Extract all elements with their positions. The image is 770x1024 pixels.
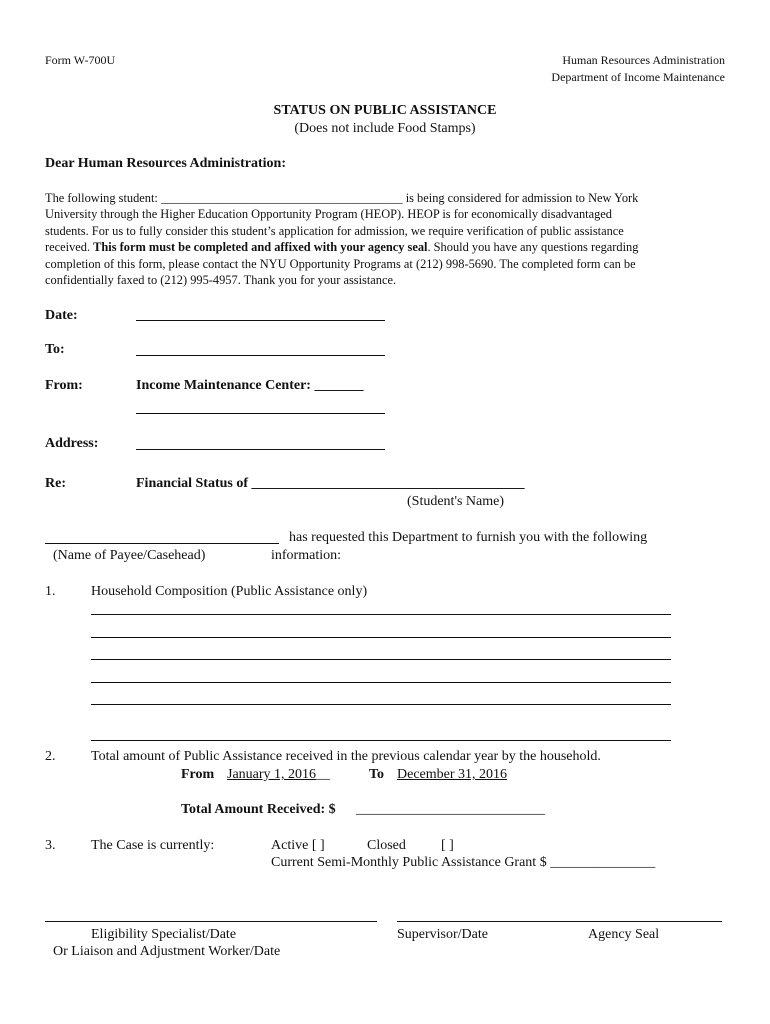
intro-text: received. xyxy=(45,240,94,255)
household-line[interactable] xyxy=(91,637,671,638)
liaison-worker-caption: Or Liaison and Adjustment Worker/Date xyxy=(53,944,281,959)
page-subtitle: (Does not include Food Stamps) xyxy=(294,121,476,136)
financial-status-field[interactable]: Financial Status of _______________________________________ xyxy=(136,476,525,491)
closed-label: Closed xyxy=(367,838,406,853)
page-title: STATUS ON PUBLIC ASSISTANCE xyxy=(273,103,497,118)
item-number: 2. xyxy=(45,749,56,764)
from-label: From: xyxy=(45,378,83,393)
supervisor-signature-line[interactable] xyxy=(397,921,722,922)
household-line[interactable] xyxy=(91,740,671,741)
household-line[interactable] xyxy=(91,704,671,705)
seal-requirement: This form must be completed and affixed with your agency seal xyxy=(93,240,428,255)
payee-information-text: information: xyxy=(271,548,341,563)
to-field[interactable] xyxy=(136,355,385,356)
item-number: 1. xyxy=(45,584,56,599)
from-date-trailing: __ xyxy=(316,767,331,782)
address-label: Address: xyxy=(45,436,99,451)
form-id: Form W-700U xyxy=(45,53,116,67)
agency-seal-caption: Agency Seal xyxy=(588,927,660,942)
intro-text: . Should you have any questions regarding xyxy=(427,240,639,255)
date-label: Date: xyxy=(45,308,78,323)
intro-line: students. For us to fully consider this student’s application for admission, we require verification of public assistance xyxy=(45,223,624,238)
semi-monthly-grant-field[interactable]: Current Semi-Monthly Public Assistance Grant $ _______________ xyxy=(271,855,656,870)
salutation: Dear Human Resources Administration: xyxy=(45,156,286,171)
household-line[interactable] xyxy=(91,682,671,683)
eligibility-specialist-caption: Eligibility Specialist/Date xyxy=(91,927,237,942)
intro-line: completion of this form, please contact the NYU Opportunity Programs at (212) 998-5690. The completed form can be xyxy=(45,256,636,271)
case-status-label: The Case is currently: xyxy=(91,838,215,853)
supervisor-caption: Supervisor/Date xyxy=(397,927,488,942)
payee-field[interactable] xyxy=(45,543,279,544)
agency-department: Department of Income Maintenance xyxy=(551,70,725,84)
total-assistance-label: Total amount of Public Assistance received in the previous calendar year by the household. xyxy=(91,749,601,764)
from-date-value: January 1, 2016 xyxy=(227,767,317,782)
household-line[interactable] xyxy=(91,614,671,615)
closed-checkbox[interactable]: [ ] xyxy=(441,838,454,853)
intro-line: confidentially faxed to (212) 995-4957. Thank you for your assistance. xyxy=(45,273,397,288)
from-date-field[interactable] xyxy=(227,767,330,783)
to-date-value[interactable]: December 31, 2016 xyxy=(397,767,508,782)
address-field[interactable] xyxy=(136,449,385,450)
household-composition-label: Household Composition (Public Assistance only) xyxy=(91,584,368,599)
date-field[interactable] xyxy=(136,320,385,321)
payee-caption: (Name of Payee/Casehead) xyxy=(53,548,206,563)
to-date-label: To xyxy=(369,767,385,782)
re-label: Re: xyxy=(45,476,66,491)
payee-request-text: has requested this Department to furnish you with the following xyxy=(289,530,648,545)
intro-paragraph xyxy=(45,190,730,288)
household-line[interactable] xyxy=(91,659,671,660)
student-name-caption: (Student's Name) xyxy=(407,494,505,509)
intro-line: The following student: _______________________________________ is being considered for admission to New York xyxy=(45,191,639,205)
from-date-label: From xyxy=(181,767,215,782)
intro-line: University through the Higher Education Opportunity Program (HEOP). HEOP is for economically disadvantaged xyxy=(45,207,612,222)
to-label: To: xyxy=(45,342,65,357)
total-amount-label: Total Amount Received: $ xyxy=(181,802,336,817)
agency-name: Human Resources Administration xyxy=(562,53,725,67)
from-field[interactable] xyxy=(136,413,385,414)
eligibility-signature-line[interactable] xyxy=(45,921,377,922)
item-number: 3. xyxy=(45,838,56,853)
active-checkbox[interactable]: Active [ ] xyxy=(271,838,325,853)
total-amount-field[interactable]: ___________________________ xyxy=(356,802,545,817)
intro-line xyxy=(45,239,730,255)
income-maintenance-center-label: Income Maintenance Center: _______ xyxy=(136,378,364,393)
